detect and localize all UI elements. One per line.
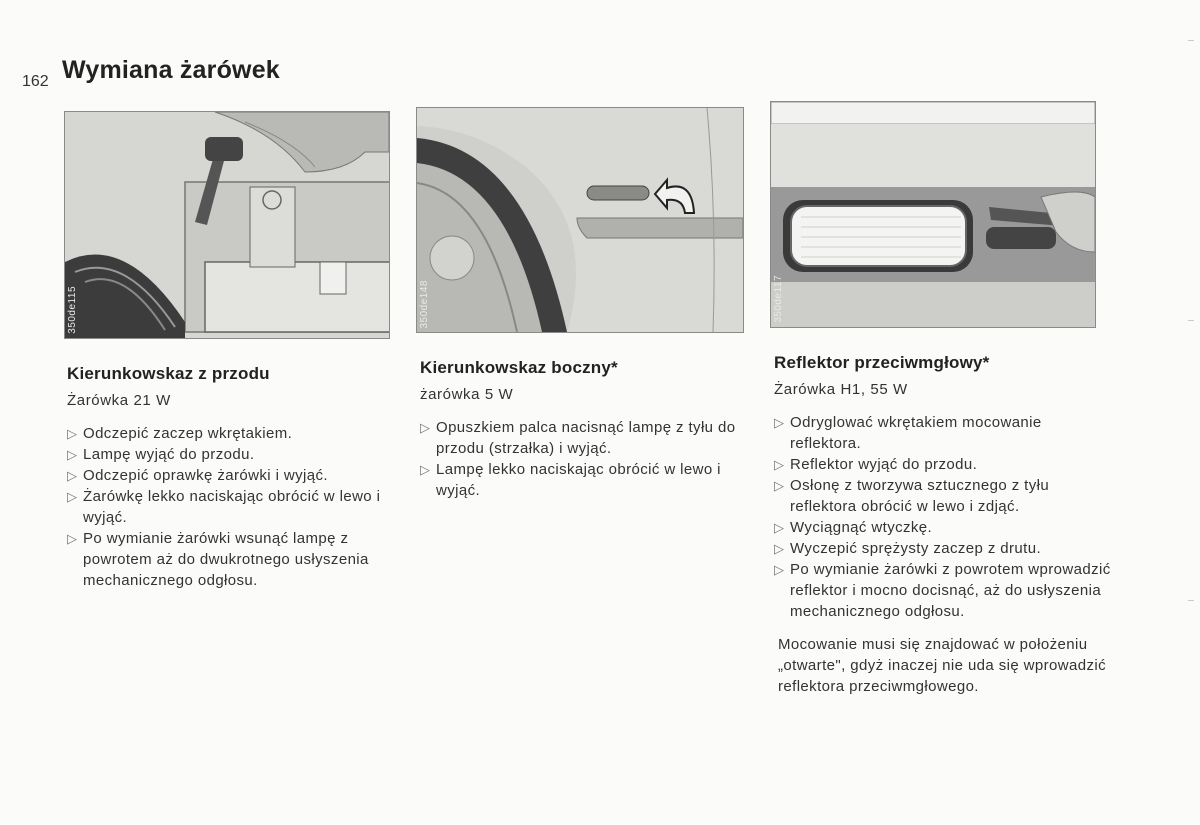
list-item: ▷ Reflektor wyjąć do przodu.	[774, 456, 978, 473]
triangle-bullet-icon: ▷	[67, 426, 78, 441]
figure-front-indicator	[64, 111, 390, 339]
list-item: ▷ Opuszkiem palca nacisnąć lampę z tyłu do przodu (strzałka) i wyjąć.	[420, 419, 736, 457]
triangle-bullet-icon: ▷	[67, 489, 78, 504]
fog-light-illustration	[771, 102, 1095, 327]
triangle-bullet-icon: ▷	[774, 457, 785, 472]
note-text: Mocowanie musi się znajdować w położeniu „otwarte", gdyż inaczej nie uda się wprowadzić reflektora przeciwmgłowego.	[778, 636, 1107, 695]
page-title: Wymiana żarówek	[62, 56, 280, 84]
edge-mark	[1188, 40, 1194, 41]
triangle-bullet-icon: ▷	[67, 468, 78, 483]
step-list	[67, 423, 407, 591]
list-item: ▷ Odczepić zaczep wkrętakiem.	[67, 425, 293, 442]
figure-code: 350de148	[419, 279, 430, 328]
list-item: ▷ Wyczepić sprężysty zaczep z drutu.	[774, 540, 1042, 557]
section-heading: Kierunkowskaz boczny*	[420, 358, 618, 377]
list-item: ▷ Po wymianie żarówki z powrotem wprowadzić reflektor i mocno docisnąć, aż do usłyszenia mechanicznego odgłosu.	[774, 561, 1111, 620]
section-side-indicator	[420, 357, 740, 501]
list-item: ▷ Lampę wyjąć do przodu.	[67, 446, 255, 463]
list-item: ▷ Lampę lekko naciskając obrócić w lewo i wyjąć.	[420, 461, 721, 499]
triangle-bullet-icon: ▷	[420, 420, 431, 435]
figure-code: 350de115	[67, 286, 78, 334]
step-list	[420, 417, 740, 501]
edge-mark	[1188, 600, 1194, 601]
figure-code: 350de117	[773, 275, 784, 323]
section-heading: Kierunkowskaz z przodu	[67, 364, 270, 383]
edge-mark	[1188, 320, 1194, 321]
triangle-bullet-icon: ▷	[774, 541, 785, 556]
triangle-bullet-icon: ▷	[420, 462, 431, 477]
triangle-bullet-icon: ▷	[774, 562, 785, 577]
triangle-bullet-icon: ▷	[774, 415, 785, 430]
triangle-bullet-icon: ▷	[67, 447, 78, 462]
list-item: ▷ Osłonę z tworzywa sztucznego z tyłu reflektora obrócić w lewo i zdjąć.	[774, 477, 1050, 515]
list-item: ▷ Odryglować wkrętakiem mocowanie reflektora.	[774, 414, 1042, 452]
side-indicator-illustration	[417, 108, 743, 332]
figure-side-indicator	[416, 107, 744, 333]
list-item: ▷ Żarówkę lekko naciskając obrócić w lewo i wyjąć.	[67, 488, 381, 526]
list-item: ▷ Odczepić oprawkę żarówki i wyjąć.	[67, 467, 328, 484]
section-front-indicator	[67, 363, 407, 591]
bulb-spec: żarówka 5 W	[420, 386, 514, 403]
triangle-bullet-icon: ▷	[774, 478, 785, 493]
triangle-bullet-icon: ▷	[774, 520, 785, 535]
page-number: 162	[22, 73, 49, 90]
step-list	[774, 412, 1114, 622]
bulb-spec: Żarówka H1, 55 W	[774, 381, 908, 398]
figure-fog-light	[770, 101, 1096, 328]
list-item: ▷ Wyciągnąć wtyczkę.	[774, 519, 933, 536]
section-heading: Reflektor przeciwmgłowy*	[774, 353, 990, 372]
triangle-bullet-icon: ▷	[67, 531, 78, 546]
list-item: ▷ Po wymianie żarówki wsunąć lampę z powrotem aż do dwukrotnego usłyszenia mechanicznego odgłosu.	[67, 530, 369, 589]
front-indicator-illustration	[65, 112, 389, 338]
section-fog-light	[774, 352, 1114, 712]
bulb-spec: Żarówka 21 W	[67, 392, 171, 409]
